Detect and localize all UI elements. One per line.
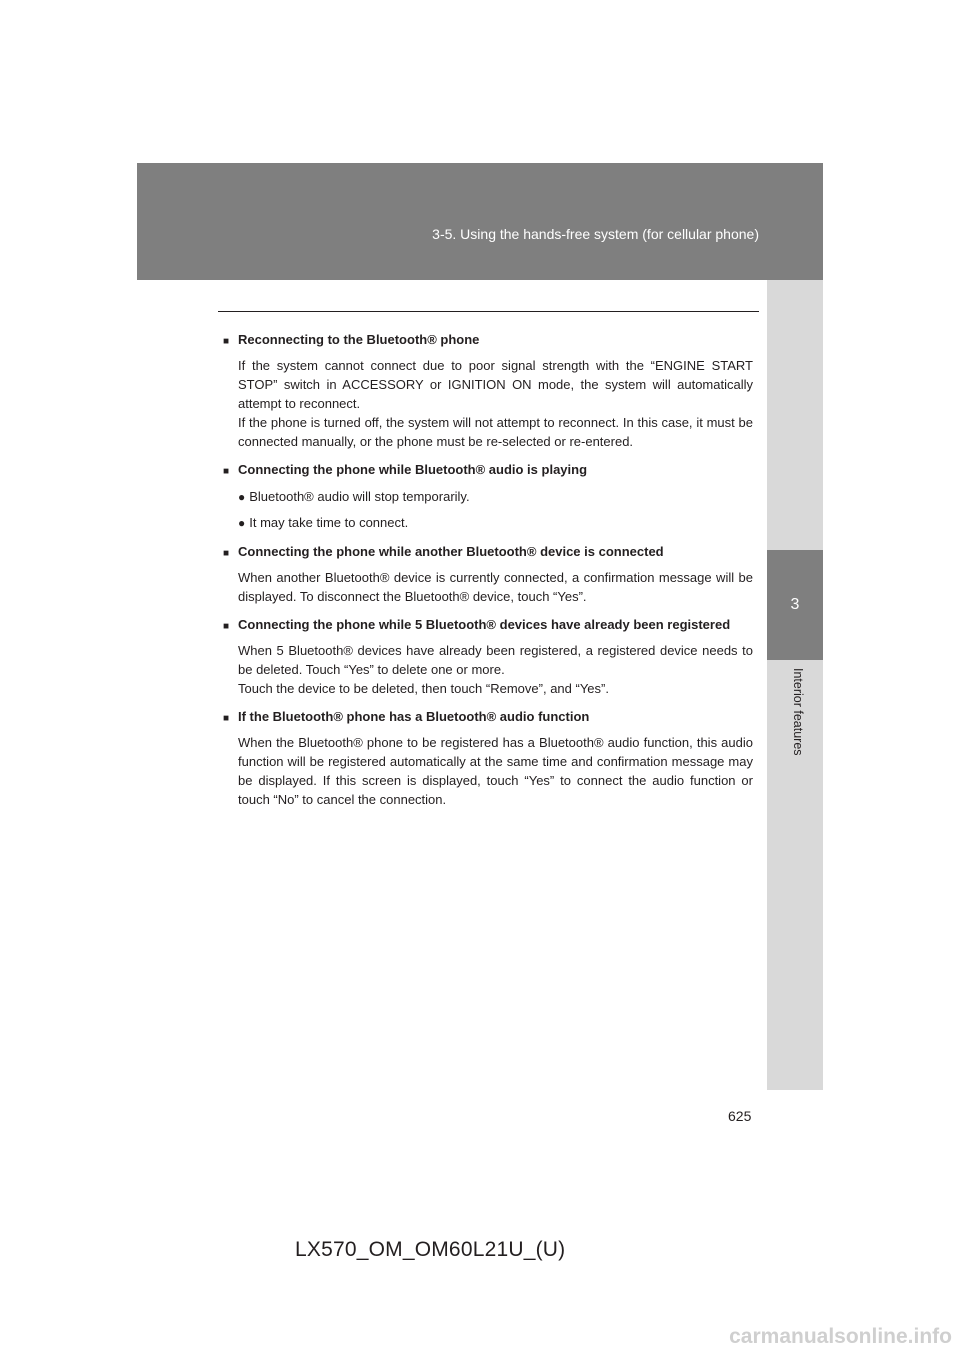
square-bullet-icon: ■	[223, 713, 230, 724]
section-audio-playing	[223, 460, 753, 533]
section-heading: Connecting the phone while another Bluetooth® device is connected	[238, 544, 664, 559]
section-title: 3-5. Using the hands-free system (for cellular phone)	[432, 226, 759, 242]
paragraph: When 5 Bluetooth® devices have already been registered, a registered device needs to be deleted. Touch “Yes” to delete one or more.	[238, 643, 753, 677]
square-bullet-icon: ■	[223, 336, 230, 347]
section-heading: Reconnecting to the Bluetooth® phone	[238, 332, 480, 347]
page-content	[223, 330, 753, 818]
circle-bullet-icon: ●	[238, 516, 246, 530]
section-reconnecting	[223, 330, 753, 451]
horizontal-rule	[218, 311, 759, 312]
list-item: ● It may take time to connect.	[238, 513, 753, 533]
side-tab-lower	[767, 660, 823, 1090]
square-bullet-icon: ■	[223, 621, 230, 632]
square-bullet-icon: ■	[223, 466, 230, 477]
header-band	[137, 163, 823, 280]
paragraph: When the Bluetooth® phone to be registered has a Bluetooth® audio function, this audio function will be registered automatically at the same time and confirmation message may be displayed. If this screen is displayed, touch “Yes” to connect the audio function or touch “No” to cancel the connection.	[238, 735, 753, 807]
paragraph: If the phone is turned off, the system will not attempt to reconnect. In this case, it must be connected manually, or the phone must be re-selected or re-entered.	[238, 415, 753, 449]
watermark: carmanualsonline.info	[729, 1325, 952, 1348]
section-five-devices	[223, 615, 753, 698]
paragraph: When another Bluetooth® device is currently connected, a confirmation message will be displayed. To disconnect the Bluetooth® device, touch “Yes”.	[238, 570, 753, 604]
page-number: 625	[728, 1108, 752, 1124]
section-heading: Connecting the phone while Bluetooth® audio is playing	[238, 462, 588, 477]
chapter-label: Interior features	[791, 668, 805, 756]
list-item: ● Bluetooth® audio will stop temporarily.	[238, 487, 753, 507]
circle-bullet-icon: ●	[238, 490, 246, 504]
paragraph: If the system cannot connect due to poor signal strength with the “ENGINE START STOP” switch in ACCESSORY or IGNITION ON mode, the system will automatically attempt to reconnect.	[238, 358, 753, 411]
square-bullet-icon: ■	[223, 548, 230, 559]
section-audio-function	[223, 707, 753, 809]
side-tab-upper	[767, 280, 823, 550]
section-heading: If the Bluetooth® phone has a Bluetooth® audio function	[238, 709, 590, 724]
chapter-number-tab: 3	[767, 550, 823, 660]
section-another-device	[223, 542, 753, 606]
section-heading: Connecting the phone while 5 Bluetooth® devices have already been registered	[238, 617, 731, 632]
paragraph: Touch the device to be deleted, then touch “Remove”, and “Yes”.	[238, 681, 609, 696]
document-code: LX570_OM_OM60L21U_(U)	[295, 1238, 566, 1261]
